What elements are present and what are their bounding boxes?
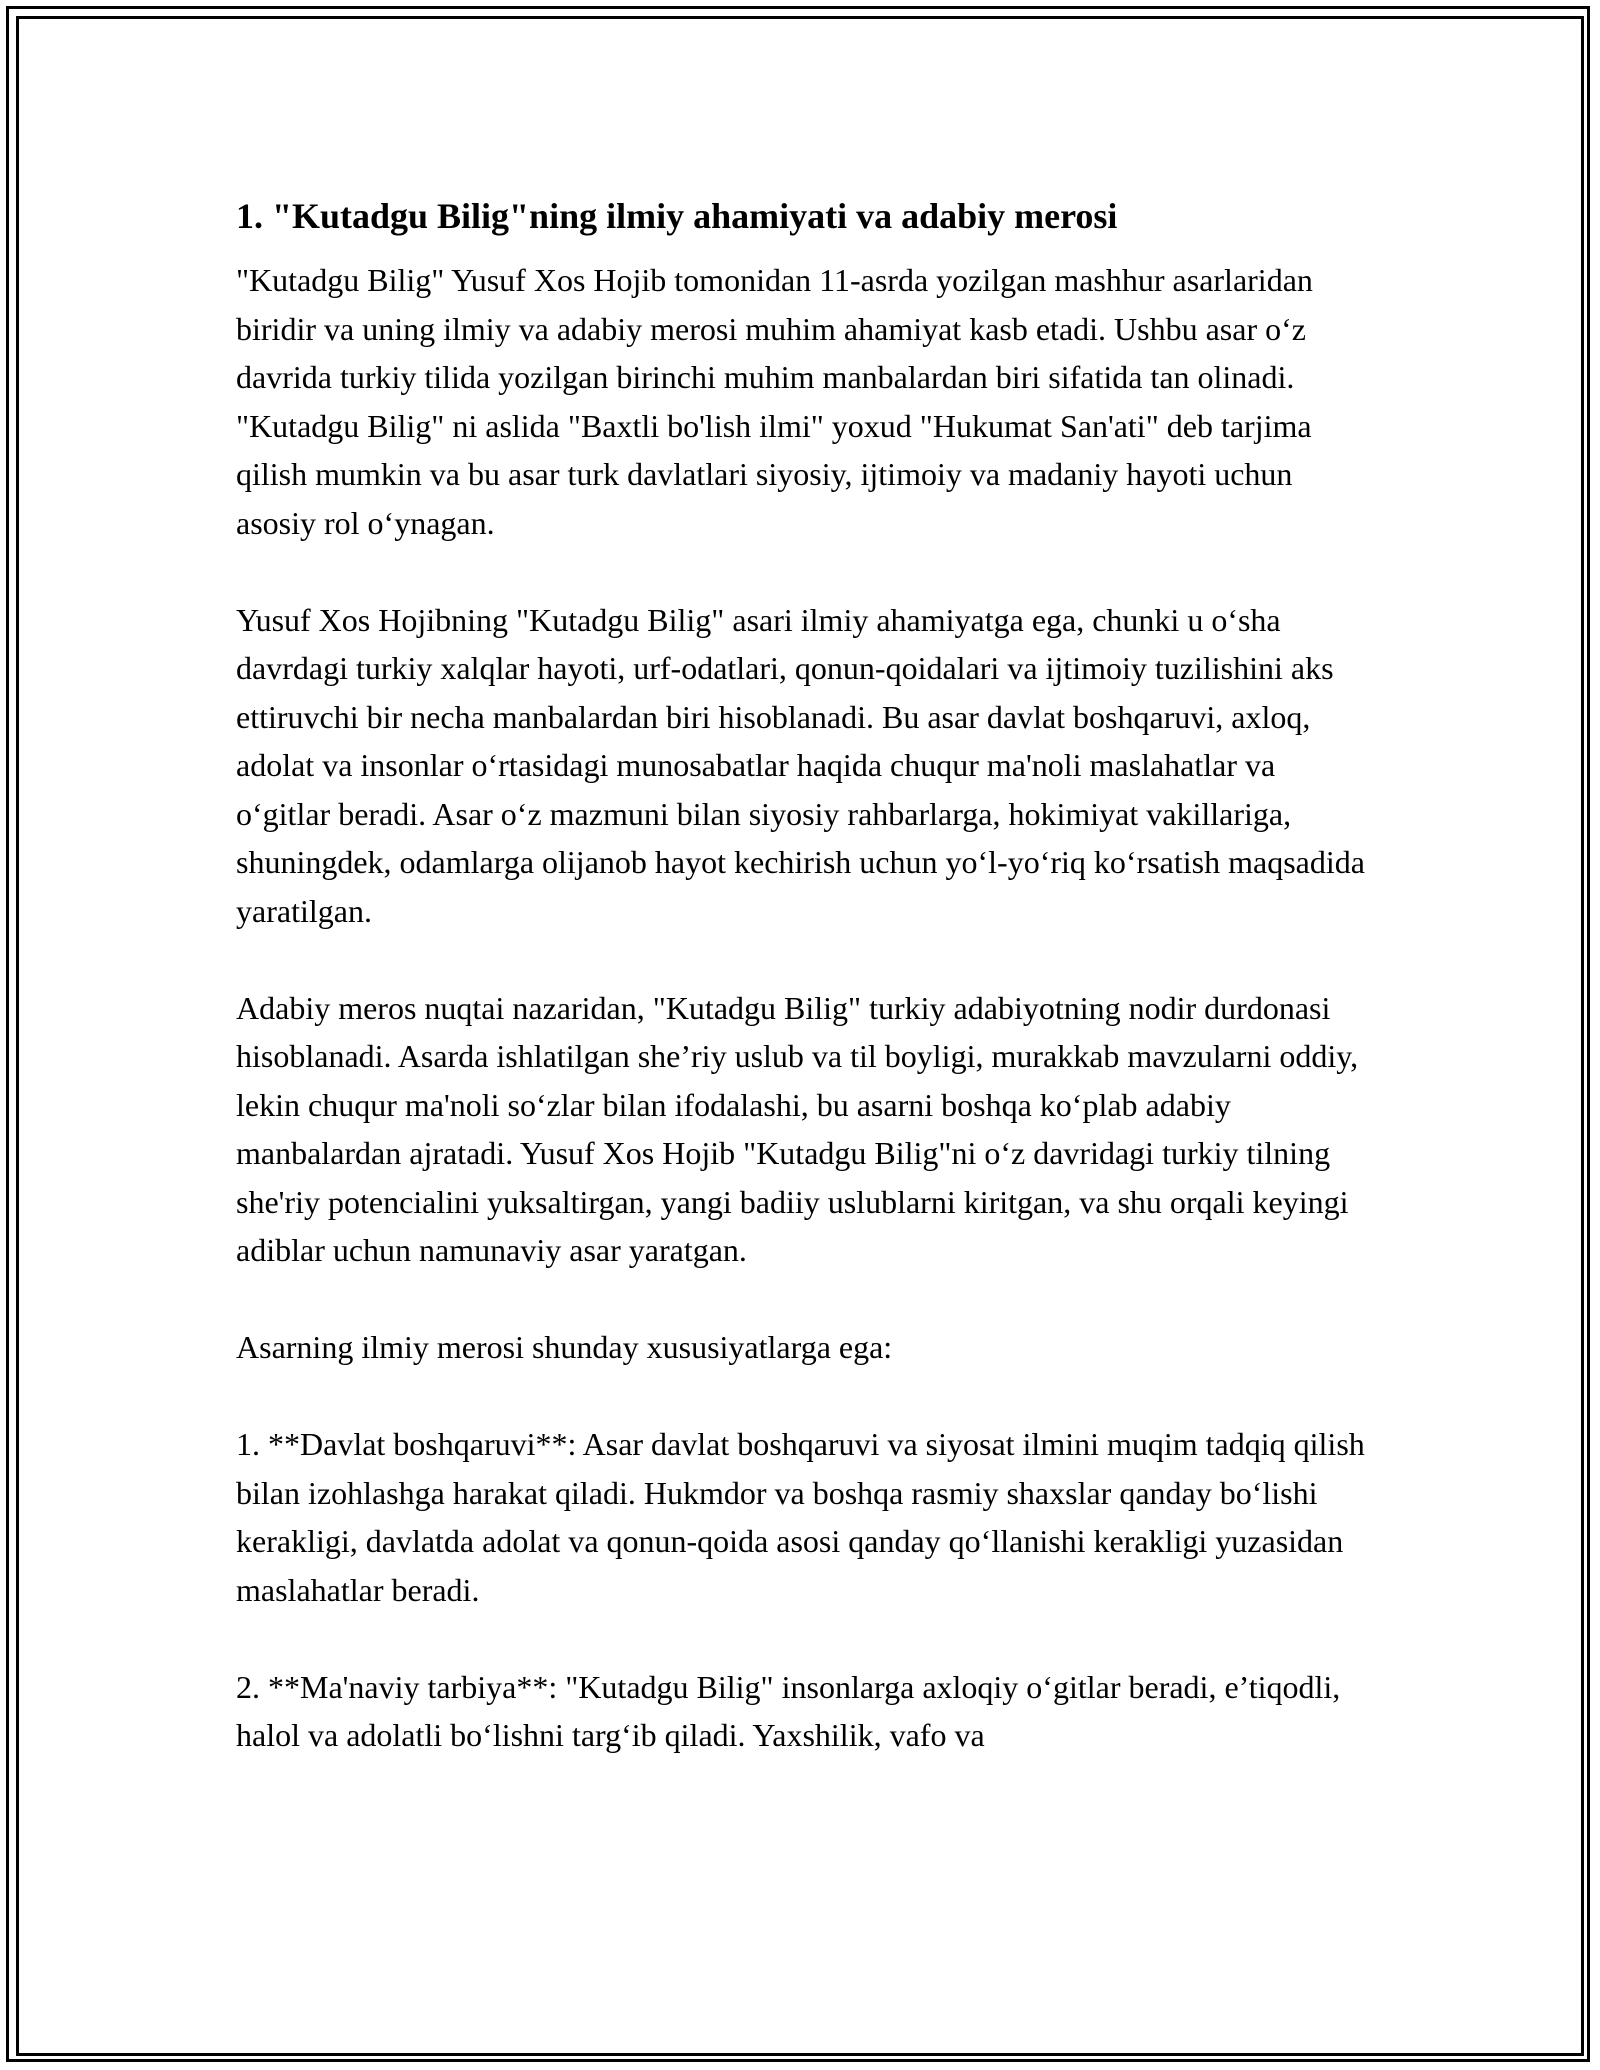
document-body [236,188,1366,1760]
paragraph-literary-heritage: Adabiy meros nuqtai nazaridan, "Kutadgu Bilig" turkiy adabiyotning nodir durdonasi hisoblanadi. Asarda ishlatilgan she’riy uslub va til boyligi, murakkab mavzularni oddiy, lekin chuqur ma'noli so‘zlar bilan ifodalashi, bu asarni boshqa ko‘plab adabiy manbalardan ajratadi. Yusuf Xos Hojib "Kutadgu Bilig"ni o‘z davridagi turkiy tilning she'riy potencialini yuksaltirgan, yangi badiiy uslublarni kiritgan, va shu orqali keyingi adiblar uchun namunaviy asar yaratgan. [236,989,1359,1268]
list-item-state-governance: 1. **Davlat boshqaruvi**: Asar davlat boshqaruvi va siyosat ilmini muqim tadqiq qilish bilan izohlashga harakat qiladi. Hukmdor va boshqa rasmiy shaxslar qanday bo‘lishi kerakligi, davlatda adolat va qonun-qoida asosi qanday qo‘llanishi kerakligi yuzasidan maslahatlar beradi. [236,1426,1365,1608]
paragraph-scientific-importance: Yusuf Xos Hojibning "Kutadgu Bilig" asari ilmiy ahamiyatga ega, chunki u o‘sha davrdagi turkiy xalqlar hayoti, urf-odatlari, qonun-qoidalari va ijtimoiy tuzilishini aks ettiruvchi bir necha manbalardan biri hisoblanadi. Bu asar davlat boshqaruvi, axloq, adolat va insonlar o‘rtasidagi munosabatlar haqida chuqur ma'noli maslahatlar va o‘gitlar beradi. Asar o‘z mazmuni bilan siyosiy rahbarlarga, hokimiyat vakillariga, shuningdek, odamlarga olijanob hayot kechirish uchun yo‘l-yo‘riq ko‘rsatish maqsadida yaratilgan. [236,601,1365,929]
list-item-spiritual-education: 2. **Ma'naviy tarbiya**: "Kutadgu Bilig" insonlarga axloqiy o‘gitlar beradi, e’tiqodli, halol va adolatli bo‘lishni targ‘ib qiladi. Yaxshilik, vafo va [236,1668,1341,1753]
paragraph-intro: "Kutadgu Bilig" Yusuf Xos Hojib tomonidan 11-asrda yozilgan mashhur asarlaridan biridir va uning ilmiy va adabiy merosi muhim ahamiyat kasb etadi. Ushbu asar o‘z davrida turkiy tilida yozilgan birinchi muhim manbalardan biri sifatida tan olinadi. "Kutadgu Bilig" ni aslida "Baxtli bo'lish ilmi" yoxud "Hukumat San'ati" deb tarjima qilish mumkin va bu asar turk davlatlari siyosiy, ijtimoiy va madaniy hayoti uchun asosiy rol o‘ynagan. [236,262,1313,541]
section-heading: 1. "Kutadgu Bilig"ning ilmiy ahamiyati va adabiy merosi [236,196,1118,236]
paragraph-features-intro: Asarning ilmiy merosi shunday xususiyatlarga ega: [236,1329,893,1365]
